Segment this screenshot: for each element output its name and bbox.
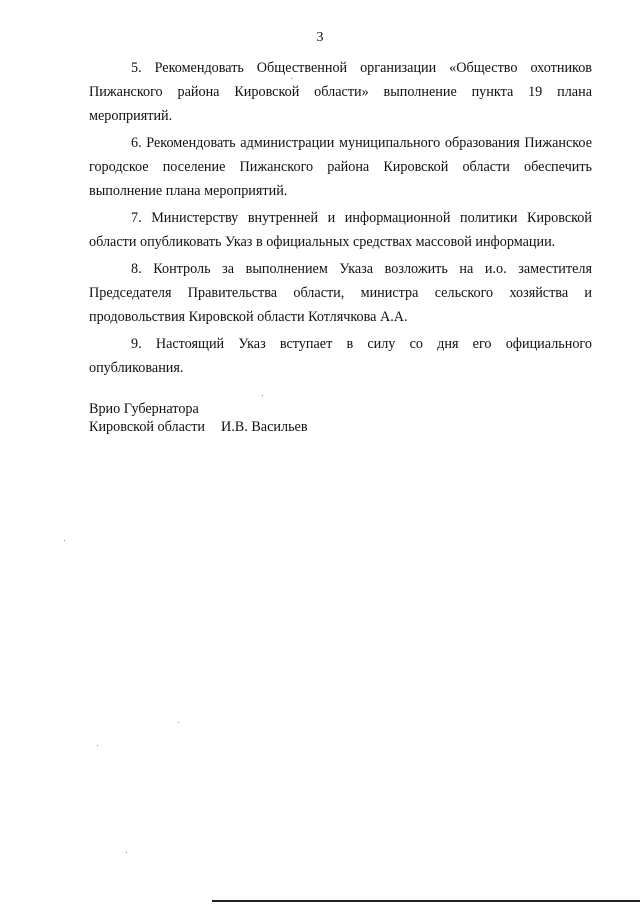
paragraph-6: 6. Рекомендовать администрации муниципального образования Пижанское городское поселение Пижанского района Кировской области обеспечить выполнение плана мероприятий. (89, 135, 592, 199)
paragraph-9: 9. Настоящий Указ вступает в силу со дня его официального опубликования. (89, 336, 592, 376)
signatory-position-line2 (89, 418, 308, 436)
scan-speck (291, 78, 292, 79)
scan-speck (178, 722, 179, 723)
paragraph-8: 8. Контроль за выполнением Указа возложить на и.о. заместителя Председателя Правительства области, министра сельского хозяйства и продовольствия Кировской области Котлячкова А.А. (89, 261, 592, 325)
signatory-position-line1: Врио Губернатора (89, 401, 199, 417)
scan-speck (126, 852, 127, 853)
scan-speck (97, 745, 98, 746)
scan-speck (64, 540, 65, 541)
signatory-name: И.В. Васильев (221, 419, 308, 435)
document-body (89, 56, 592, 383)
signatory-region: Кировской области (89, 419, 205, 435)
paragraph-7: 7. Министерству внутренней и информационной политики Кировской области опубликовать Указ в официальных средствах массовой информации. (89, 210, 592, 250)
paragraph-5: 5. Рекомендовать Общественной организации «Общество охотников Пижанского района Кировской области» выполнение пункта 19 плана мероприятий. (89, 60, 592, 124)
signature-block (89, 400, 308, 436)
scan-speck (262, 395, 263, 396)
scan-edge-line (212, 900, 640, 902)
page-number: 3 (316, 30, 324, 45)
